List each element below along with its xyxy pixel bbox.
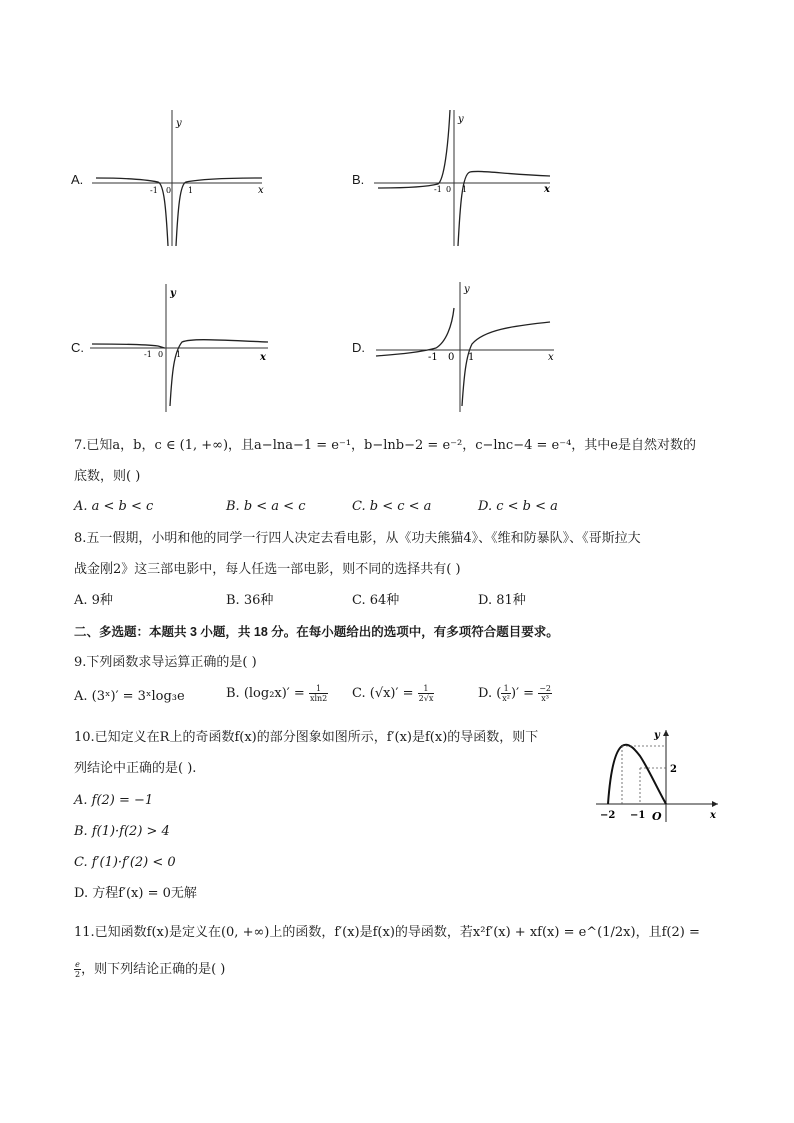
q9-option-b[interactable] — [226, 684, 328, 703]
graph-c — [88, 282, 274, 414]
q11-frac-num: e — [75, 960, 80, 969]
q10-graph-curve — [608, 745, 666, 804]
graph-c-y-label: y — [170, 288, 176, 299]
graph-c-left-branch — [92, 344, 165, 348]
q8-option-a[interactable]: A. 9种 — [74, 593, 113, 608]
graph-c-right-branch — [170, 340, 268, 406]
q10-option-b[interactable]: B. f(1)·f(2) > 4 — [74, 824, 170, 839]
graph-b-one: 1 — [462, 185, 468, 194]
graph-b-neg-one: -1 — [434, 185, 442, 194]
q7-stem-line2: 底数，则( ) — [74, 469, 141, 484]
graph-a-y-label: y — [176, 118, 182, 129]
q9-d-den: x³ — [541, 694, 549, 703]
graph-a-x-label: x — [258, 185, 264, 196]
graph-c-neg-one: -1 — [144, 350, 152, 359]
graph-b — [372, 108, 558, 248]
q9-c-num: 1 — [418, 684, 435, 694]
graph-d-one: 1 — [468, 352, 475, 363]
q10-option-c[interactable]: C. f′(1)·f′(2) < 0 — [74, 855, 176, 870]
q9-b-num: 1 — [309, 684, 328, 694]
graph-d-y-label: y — [464, 284, 470, 295]
q10-graph — [594, 726, 722, 826]
q8-stem-line1: 8.五一假期，小明和他的同学一行四人决定去看电影，从《功夫熊猫4》、《维和防暴队》、《哥斯拉大 — [74, 531, 641, 546]
graph-b-y-label: y — [458, 114, 464, 125]
q7-option-a[interactable]: A. a < b < c — [74, 499, 154, 514]
q9-option-c-text: C. (√x)′ = — [352, 686, 414, 701]
graph-a-neg-one: -1 — [150, 186, 158, 195]
graph-b-label: B. — [352, 172, 365, 187]
graph-b-left-branch — [378, 110, 450, 188]
graph-a — [90, 108, 270, 248]
q10-graph-neg-one: −1 — [630, 810, 646, 821]
graph-d-left-branch — [376, 308, 454, 356]
q10-option-a[interactable]: A. f(2) = −1 — [74, 793, 154, 808]
q9-c-den: 2√x — [418, 694, 434, 703]
q10-option-d[interactable]: D. 方程f′(x) = 0无解 — [74, 886, 197, 901]
q11-stem-line2 — [74, 960, 225, 979]
graph-a-one: 1 — [188, 186, 194, 195]
q9-d-inner-den: x² — [502, 694, 511, 703]
q11-stem-line2-text: ，则下列结论正确的是( ) — [81, 962, 226, 977]
graph-a-label: A. — [71, 172, 84, 187]
q7-option-c[interactable]: C. b < c < a — [352, 499, 432, 514]
q9-stem: 9.下列函数求导运算正确的是( ) — [74, 655, 257, 670]
q9-option-d-mid: )′ = — [511, 686, 535, 701]
q9-b-den: xln2 — [309, 694, 328, 703]
q11-frac-den: 2 — [75, 970, 81, 979]
q8-option-b[interactable]: B. 36种 — [226, 593, 274, 608]
graph-d-zero: 0 — [448, 352, 455, 363]
q9-option-d-open: D. ( — [478, 686, 502, 701]
q10-graph-x-arrow — [712, 801, 718, 807]
graph-d-label: D. — [352, 340, 365, 355]
q7-stem-line1: 7.已知a，b，c ∈ (1, +∞)，且a−lna−1 = e⁻¹，b−lnb−2 = e⁻²，c−lnc−4 = e⁻⁴，其中e是自然对数的 — [74, 438, 696, 453]
q8-stem-line2: 战金刚2》这三部电影中，每人任选一部电影，则不同的选择共有( ) — [74, 562, 461, 577]
q9-d-inner-num: 1 — [501, 684, 511, 694]
q9-option-a[interactable]: A. (3ˣ)′ = 3ˣlog₃e — [74, 689, 185, 704]
graph-a-zero: 0 — [166, 186, 172, 195]
graph-c-label: C. — [71, 340, 84, 355]
q10-graph-neg-two: −2 — [600, 810, 616, 821]
q8-option-c[interactable]: C. 64种 — [352, 593, 400, 608]
q10-graph-origin: O — [652, 810, 662, 823]
q9-option-b-text: B. (log₂x)′ = — [226, 686, 305, 701]
q7-option-b[interactable]: B. b < a < c — [226, 499, 306, 514]
graph-d — [372, 280, 560, 414]
graph-d-right-branch — [462, 322, 550, 406]
q9-option-b-fraction — [309, 684, 328, 703]
graph-c-zero: 0 — [158, 350, 164, 359]
q9-option-d-fraction — [538, 684, 552, 703]
q9-d-num: −2 — [539, 684, 552, 693]
section-heading-multiple-choice: 二、多选题：本题共 3 小题，共 18 分。在每小题给出的选项中，有多项符合题目要求。 — [74, 625, 559, 639]
q10-graph-y-arrow — [663, 730, 669, 736]
graph-c-x-label: x — [260, 352, 266, 363]
graph-d-neg-one: -1 — [428, 352, 438, 363]
graph-b-x-label: x — [544, 184, 550, 195]
q10-stem-line2: 列结论中正确的是( ). — [74, 761, 197, 776]
graph-b-zero: 0 — [446, 185, 452, 194]
q11-stem-line1: 11.已知函数f(x)是定义在(0, +∞)上的函数，f′(x)是f(x)的导函数，若x²f′(x) + xf(x) = e^(1/2x)，且f(2) = — [74, 925, 700, 940]
q9-option-c[interactable] — [352, 684, 434, 703]
q10-graph-y-label: y — [654, 730, 660, 741]
graph-d-x-label: x — [548, 352, 554, 363]
graph-c-one: 1 — [176, 350, 182, 359]
q10-graph-two: 2 — [670, 764, 677, 775]
q10-graph-x-label: x — [710, 810, 716, 821]
q8-option-d[interactable]: D. 81种 — [478, 593, 526, 608]
q9-option-d-inner-fraction — [501, 684, 511, 703]
q7-option-d[interactable]: D. c < b < a — [478, 499, 558, 514]
q10-stem-line1: 10.已知定义在R上的奇函数f(x)的部分图象如图所示，f′(x)是f(x)的导函数，则下 — [74, 730, 539, 745]
q9-option-d[interactable] — [478, 684, 552, 703]
q9-option-c-fraction — [418, 684, 435, 703]
